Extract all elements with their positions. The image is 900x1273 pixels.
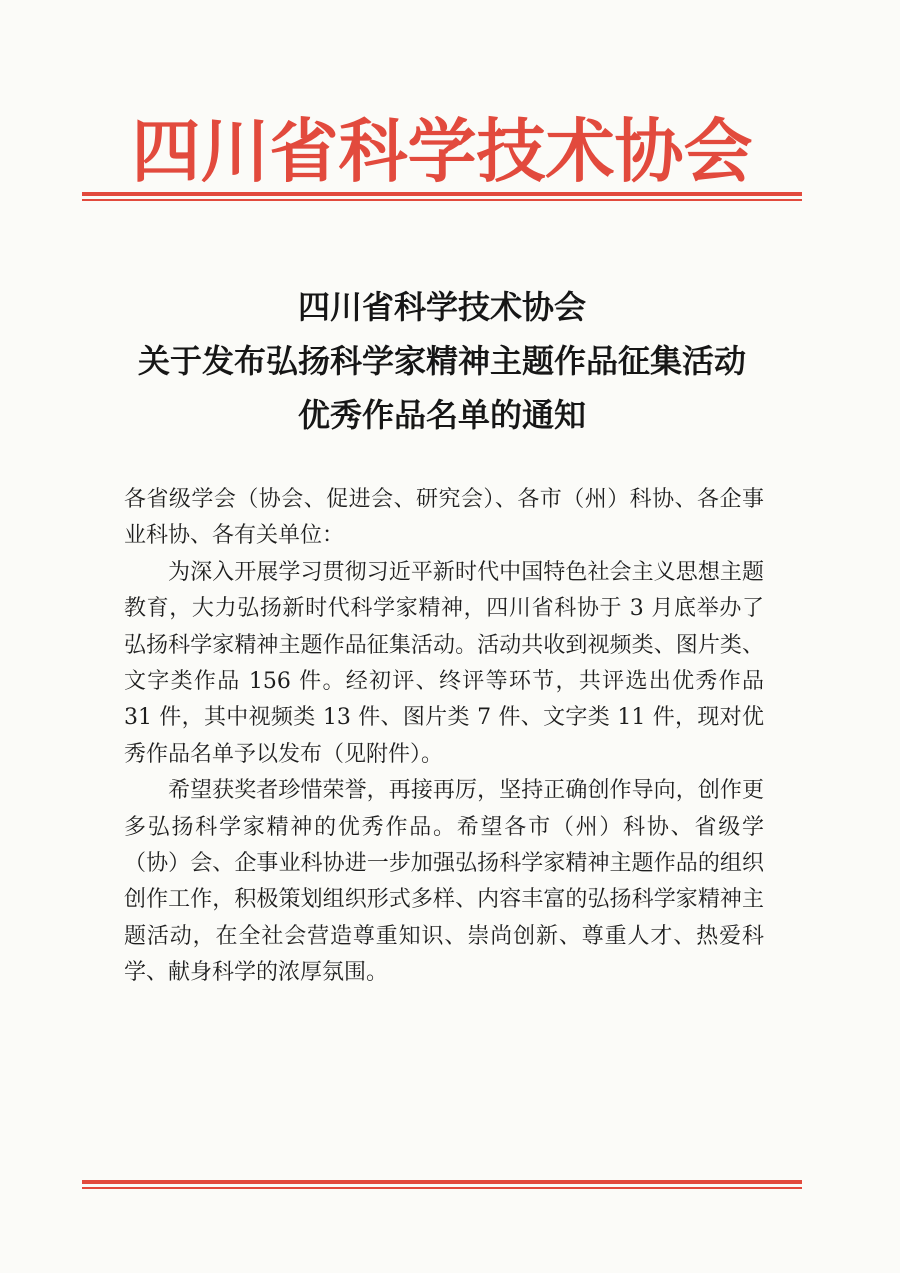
letterhead-title: 四川省科学技术协会 [131, 112, 753, 192]
letterhead-red-rule [82, 192, 802, 201]
title-line-3: 优秀作品名单的通知 [297, 396, 586, 434]
title-line-1: 四川省科学技术协会 [297, 288, 586, 326]
title-line-2: 关于发布弘扬科学家精神主题作品征集活动 [137, 342, 746, 380]
body-paragraph-1: 为深入开展学习贯彻习近平新时代中国特色社会主义思想主题教育，大力弘扬新时代科学家精神，四川省科协于 3 月底举办了弘扬科学家精神主题作品征集活动。活动共收到视频类、图片类、文字类作品 156 件。经初评、终评等环节，共评选出优秀作品 31 件，其中视频类 13 件、图片类 7 件、文字类 11 件，现对优秀作品名单予以发布（见附件）。 [124, 559, 764, 767]
footer-rule-thin-line [82, 1187, 802, 1189]
footer-red-rule [82, 1180, 802, 1189]
addressee-paragraph: 各省级学会（协会、促进会、研究会）、各市（州）科协、各企事业科协、各有关单位： [124, 487, 764, 549]
body-paragraph-2: 希望获奖者珍惜荣誉，再接再厉，坚持正确创作导向，创作更多弘扬科学家精神的优秀作品。希望各市（州）科协、省级学（协）会、企事业科协进一步加强弘扬科学家精神主题作品的组织创作工作，积极策划组织形式多样、内容丰富的弘扬科学家精神主题活动，在全社会营造尊重知识、崇尚创新、尊重人才、热爱科学、献身科学的浓厚氛围。 [124, 778, 764, 986]
rule-thin-line [82, 199, 802, 201]
document-body [124, 482, 764, 992]
document-title [82, 280, 802, 442]
